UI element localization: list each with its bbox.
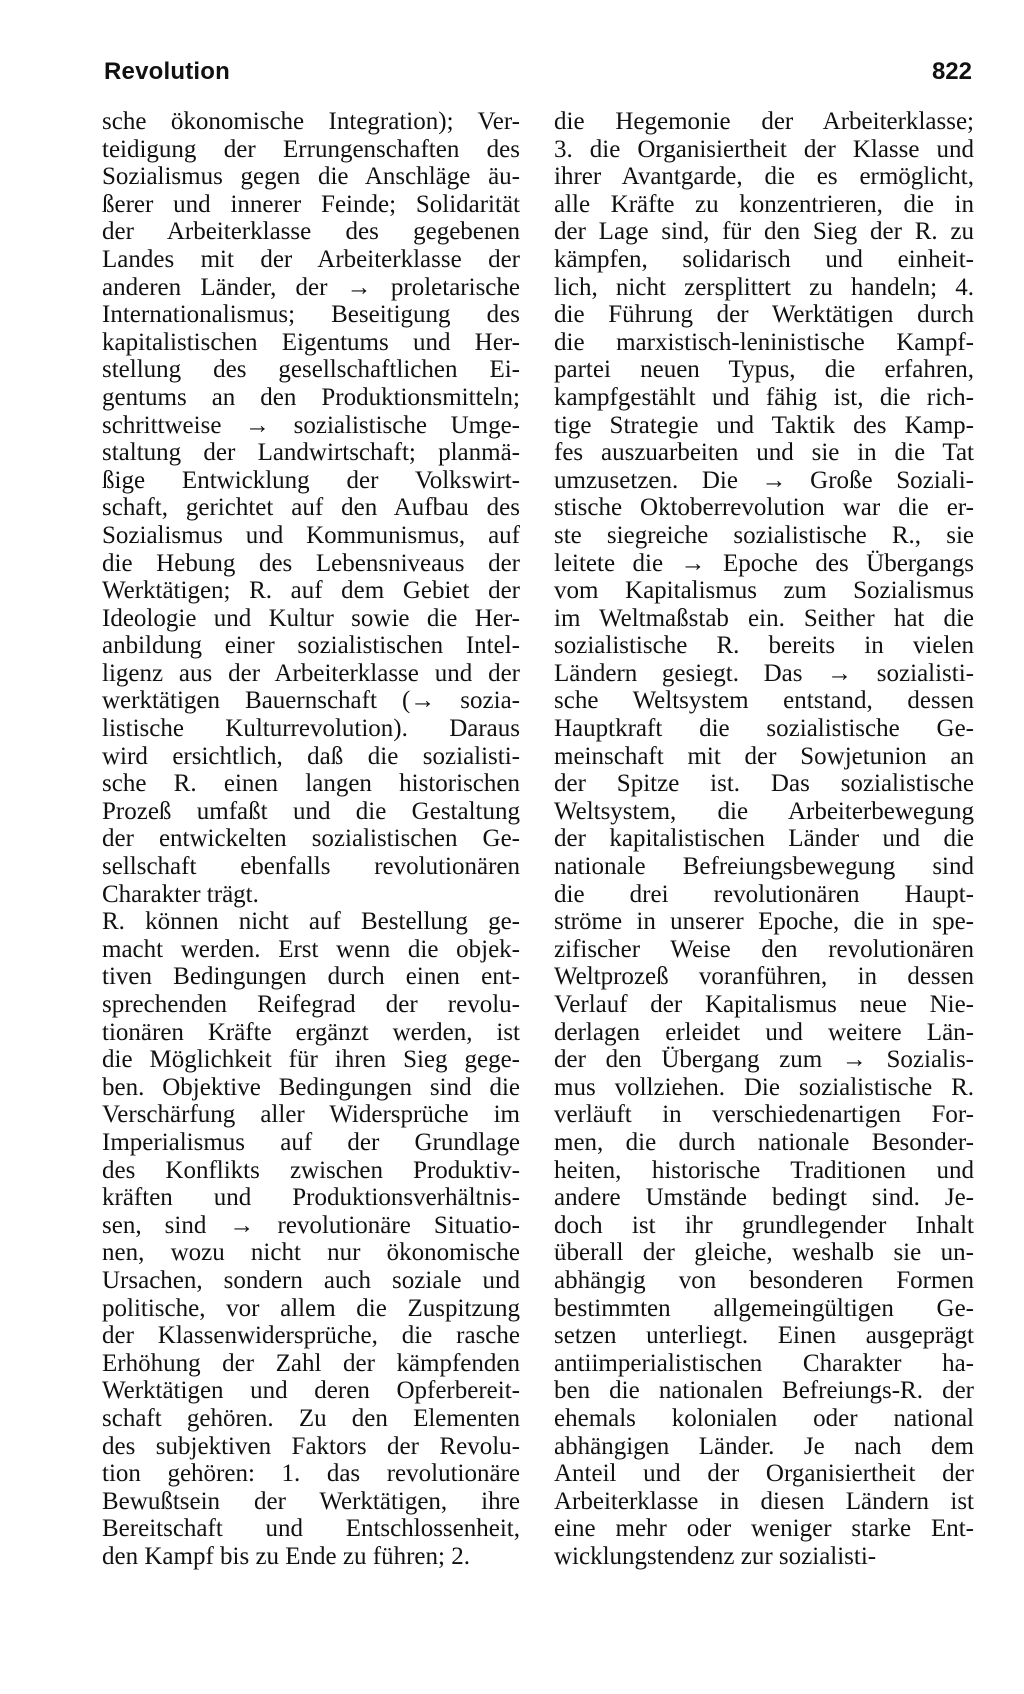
text-line: andere Umstände bedingt sind. Je- — [554, 1184, 974, 1212]
text-line: kampfgestählt und fähig ist, die rich- — [554, 383, 974, 411]
text-line: umzusetzen. Die → Große Soziali- — [554, 466, 974, 494]
text-line: verläuft in verschiedenartigen For- — [554, 1101, 974, 1129]
text-line: wicklungstendenz zur sozialisti- — [554, 1542, 877, 1570]
text-line: Erhöhung der Zahl der kämpfenden — [102, 1349, 520, 1377]
text-line: die drei revolutionären Haupt- — [554, 880, 974, 908]
text-line: zifischer Weise den revolutionären — [554, 935, 974, 963]
text-line: der entwickelten sozialistischen Ge- — [102, 825, 520, 853]
text-line: der den Übergang zum → Sozialis- — [554, 1046, 974, 1074]
text-line: Charakter trägt. — [102, 880, 259, 908]
text-line: der kapitalistischen Länder und die — [554, 825, 974, 853]
text-line: politische, vor allem die Zuspitzung — [102, 1294, 520, 1322]
text-line: schrittweise → sozialistische Umge- — [102, 411, 520, 439]
text-line: ströme in unserer Epoche, die in spe- — [554, 908, 974, 936]
text-line: stische Oktoberrevolution war die er- — [554, 494, 974, 522]
text-line: der Klassenwidersprüche, die rasche — [102, 1322, 520, 1350]
text-line: des subjektiven Faktors der Revolu- — [102, 1432, 520, 1460]
text-line: heiten, historische Traditionen und — [554, 1156, 974, 1184]
text-line: Landes mit der Arbeiterklasse der — [102, 245, 520, 273]
text-line: Bereitschaft und Entschlossenheit, — [102, 1515, 520, 1543]
text-line: Sozialismus gegen die Anschläge äu- — [102, 163, 520, 191]
text-line: der Lage sind, für den Sieg der R. zu — [554, 218, 974, 246]
text-line: wird ersichtlich, daß die sozialisti- — [102, 742, 520, 770]
text-line: vom Kapitalismus zum Sozialismus — [554, 577, 974, 605]
text-line: macht werden. Erst wenn die objek- — [102, 935, 520, 963]
text-line: Bewußtsein der Werktätigen, ihre — [102, 1487, 520, 1515]
text-line: sozialistische R. bereits in vielen — [554, 632, 974, 660]
text-line: alle Kräfte zu konzentrieren, die in — [554, 190, 974, 218]
text-line: sen, sind → revolutionäre Situatio- — [102, 1211, 520, 1239]
text-line: anbildung einer sozialistischen Intel- — [102, 632, 520, 660]
text-line: sche R. einen langen historischen — [102, 770, 520, 798]
text-line: sche Weltsystem entstand, dessen — [554, 687, 974, 715]
text-line: ßige Entwicklung der Volkswirt- — [102, 466, 520, 494]
text-line: R. können nicht auf Bestellung ge- — [102, 908, 520, 936]
text-line: Hauptkraft die sozialistische Ge- — [554, 715, 974, 743]
text-line: derlagen erleidet und weitere Län- — [554, 1018, 974, 1046]
text-line: anderen Länder, der → proletarische — [102, 273, 520, 301]
text-line: die Hegemonie der Arbeiterklasse; — [554, 108, 974, 135]
text-line: men, die durch nationale Besonder- — [554, 1128, 974, 1156]
text-line: Verschärfung aller Widersprüche im — [102, 1101, 520, 1129]
text-line: Internationalismus; Beseitigung des — [102, 301, 520, 329]
text-line: teidigung der Errungenschaften des — [102, 135, 520, 163]
text-line: kräften und Produktionsverhältnis- — [102, 1184, 520, 1212]
text-line: Ländern gesiegt. Das → sozialisti- — [554, 659, 974, 687]
text-line: Sozialismus und Kommunismus, auf — [102, 521, 520, 549]
text-line: antiimperialistischen Charakter ha- — [554, 1349, 974, 1377]
text-line: schaft, gerichtet auf den Aufbau des — [102, 494, 520, 522]
text-line: tion gehören: 1. das revolutionäre — [102, 1460, 520, 1488]
text-line: mus vollziehen. Die sozialistische R. — [554, 1073, 974, 1101]
text-line: Ideologie und Kultur sowie die Her- — [102, 604, 520, 632]
text-line: abhängig von besonderen Formen — [554, 1266, 974, 1294]
text-line: kapitalistischen Eigentums und Her- — [102, 328, 520, 356]
text-line: setzen unterliegt. Einen ausgeprägt — [554, 1322, 974, 1350]
right-text-column — [554, 108, 974, 1570]
text-line: lich, nicht zersplittert zu handeln; 4. — [554, 273, 974, 301]
text-line: Weltprozeß voranführen, in dessen — [554, 963, 974, 991]
text-line: sprechenden Reifegrad der revolu- — [102, 991, 520, 1018]
text-line: eine mehr oder weniger starke Ent- — [554, 1515, 974, 1543]
text-line: abhängigen Länder. Je nach dem — [554, 1432, 974, 1460]
text-line: sellschaft ebenfalls revolutionären — [102, 853, 520, 881]
text-line: werktätigen Bauernschaft (→ sozia- — [102, 687, 520, 715]
text-line: Werktätigen; R. auf dem Gebiet der — [102, 577, 520, 605]
text-line: nationale Befreiungsbewegung sind — [554, 853, 974, 881]
text-line: tionären Kräfte ergänzt werden, ist — [102, 1018, 520, 1046]
text-line: Prozeß umfaßt und die Gestaltung — [102, 797, 520, 825]
text-line: partei neuen Typus, die erfahren, — [554, 356, 974, 384]
text-line: die Hebung des Lebensniveaus der — [102, 549, 520, 577]
page-number: 822 — [931, 58, 972, 85]
text-line: sche ökonomische Integration); Ver- — [102, 108, 520, 135]
text-line: überall der gleiche, weshalb sie un- — [554, 1239, 974, 1267]
text-line: kämpfen, solidarisch und einheit- — [554, 245, 974, 273]
text-line: im Weltmaßstab ein. Seither hat die — [554, 604, 974, 632]
text-line: ben die nationalen Befreiungs-R. der — [554, 1377, 974, 1405]
text-line: die marxistisch-leninistische Kampf- — [554, 328, 974, 356]
text-line: stellung des gesellschaftlichen Ei- — [102, 356, 520, 384]
text-line: die Führung der Werktätigen durch — [554, 301, 974, 329]
text-line: leitete die → Epoche des Übergangs — [554, 549, 974, 577]
text-line: listische Kulturrevolution). Daraus — [102, 715, 520, 743]
text-line: ste siegreiche sozialistische R., sie — [554, 521, 974, 549]
text-line: tiven Bedingungen durch einen ent- — [102, 963, 520, 991]
text-line: Weltsystem, die Arbeiterbewegung — [554, 797, 974, 825]
text-line: ehemals kolonialen oder national — [554, 1404, 974, 1432]
text-line: nen, wozu nicht nur ökonomische — [102, 1239, 520, 1267]
text-line: des Konflikts zwischen Produktiv- — [102, 1156, 520, 1184]
text-line: Anteil und der Organisiertheit der — [554, 1460, 974, 1488]
text-line: meinschaft mit der Sowjetunion an — [554, 742, 974, 770]
text-line: der Spitze ist. Das sozialistische — [554, 770, 974, 798]
text-line: tige Strategie und Taktik des Kamp- — [554, 411, 974, 439]
text-line: ihrer Avantgarde, die es ermöglicht, — [554, 163, 974, 191]
text-line: ben. Objektive Bedingungen sind die — [102, 1073, 520, 1101]
text-line: gentums an den Produktionsmitteln; — [102, 383, 520, 411]
text-line: 3. die Organisiertheit der Klasse und — [554, 135, 974, 163]
text-line: staltung der Landwirtschaft; planmä- — [102, 439, 520, 467]
text-line: doch ist ihr grundlegender Inhalt — [554, 1211, 974, 1239]
text-line: der Arbeiterklasse des gegebenen — [102, 218, 520, 246]
text-line: ligenz aus der Arbeiterklasse und der — [102, 659, 520, 687]
text-line: Ursachen, sondern auch soziale und — [102, 1266, 520, 1294]
running-head-title: Revolution — [104, 58, 230, 85]
page-header — [104, 58, 972, 98]
text-line: Werktätigen und deren Opferbereit- — [102, 1377, 520, 1405]
text-line: bestimmten allgemeingültigen Ge- — [554, 1294, 974, 1322]
text-line: Imperialismus auf der Grundlage — [102, 1128, 520, 1156]
text-line: fes auszuarbeiten und sie in die Tat — [554, 439, 974, 467]
left-text-column — [102, 108, 520, 1570]
text-line: Arbeiterklasse in diesen Ländern ist — [554, 1487, 974, 1515]
text-line: die Möglichkeit für ihren Sieg gege- — [102, 1046, 520, 1074]
text-line: schaft gehören. Zu den Elementen — [102, 1404, 520, 1432]
text-line: Verlauf der Kapitalismus neue Nie- — [554, 991, 974, 1018]
text-line: den Kampf bis zu Ende zu führen; 2. — [102, 1542, 470, 1570]
text-line: ßerer und innerer Feinde; Solidarität — [102, 190, 520, 218]
